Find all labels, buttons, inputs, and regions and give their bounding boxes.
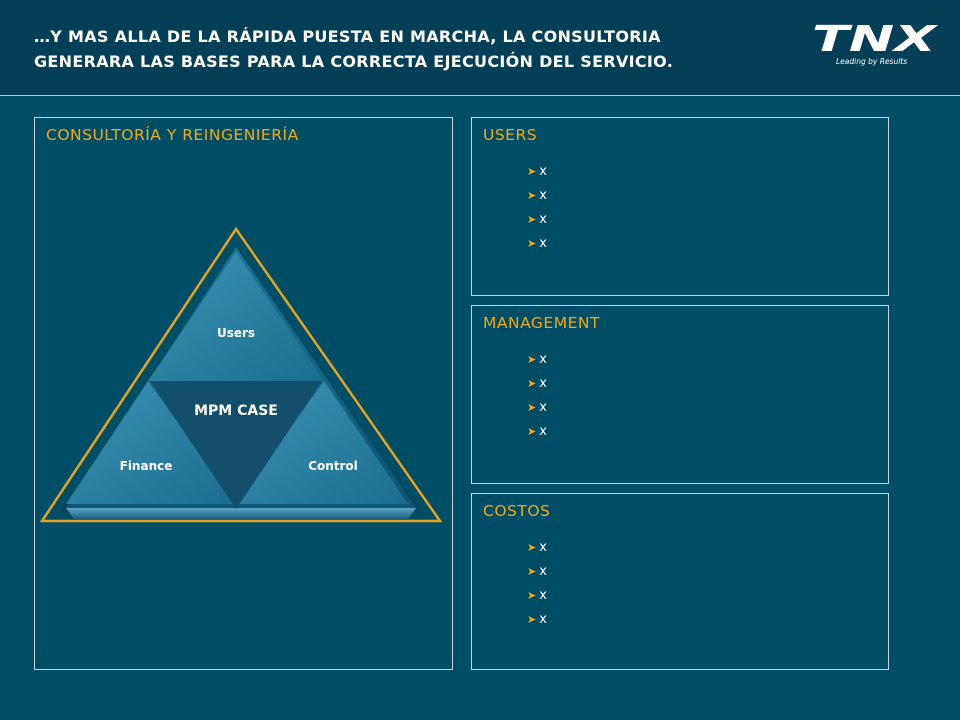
users-title: USERS (483, 126, 538, 144)
right-arrow-bullet-icon: ➤ (527, 541, 537, 554)
list-item-text: x (539, 236, 547, 251)
finance-label: Finance (119, 459, 173, 473)
list-item (527, 232, 547, 256)
list-item (527, 372, 547, 396)
logo-tagline: Leading by Results (836, 57, 908, 66)
right-arrow-bullet-icon: ➤ (527, 377, 537, 390)
list-item (527, 608, 547, 632)
list-item-text: x (539, 400, 547, 415)
list-item-text: x (539, 212, 547, 227)
costos-panel (471, 493, 889, 670)
management-list (527, 348, 547, 444)
users-list (527, 160, 547, 256)
list-item (527, 208, 547, 232)
users-label: Users (216, 326, 256, 340)
right-arrow-bullet-icon: ➤ (527, 353, 537, 366)
list-item (527, 420, 547, 444)
right-arrow-bullet-icon: ➤ (527, 613, 537, 626)
right-arrow-bullet-icon: ➤ (527, 165, 537, 178)
right-arrow-bullet-icon: ➤ (527, 213, 537, 226)
mpm-triangle-diagram (36, 225, 446, 527)
right-arrow-bullet-icon: ➤ (527, 237, 537, 250)
list-item-text: x (539, 164, 547, 179)
logo-text: TNX (812, 20, 940, 60)
right-arrow-bullet-icon: ➤ (527, 589, 537, 602)
right-arrow-bullet-icon: ➤ (527, 565, 537, 578)
list-item-text: x (539, 352, 547, 367)
list-item-text: x (539, 540, 547, 555)
management-title: MANAGEMENT (483, 314, 600, 332)
right-arrow-bullet-icon: ➤ (527, 401, 537, 414)
list-item (527, 396, 547, 420)
management-panel (471, 305, 889, 484)
list-item (527, 560, 547, 584)
list-item-text: x (539, 564, 547, 579)
headline-line-1: …Y MAS ALLA DE LA RÁPIDA PUESTA EN MARCHA, LA CONSULTORIA (34, 27, 661, 46)
right-arrow-bullet-icon: ➤ (527, 425, 537, 438)
control-label: Control (308, 459, 358, 473)
mpm-case-label: MPM CASE (194, 403, 278, 419)
consulting-title: CONSULTORÍA Y REINGENIERÍA (46, 126, 299, 144)
costos-list (527, 536, 547, 632)
list-item (527, 536, 547, 560)
costos-title: COSTOS (483, 502, 551, 520)
page-headline (34, 24, 754, 74)
list-item-text: x (539, 612, 547, 627)
triangle-base-bevel (66, 508, 416, 519)
headline-line-2: GENERARA LAS BASES PARA LA CORRECTA EJECUCIÓN DEL SERVICIO. (34, 52, 674, 71)
list-item (527, 348, 547, 372)
list-item (527, 184, 547, 208)
list-item-text: x (539, 188, 547, 203)
list-item-text: x (539, 588, 547, 603)
list-item (527, 584, 547, 608)
right-arrow-bullet-icon: ➤ (527, 189, 537, 202)
list-item (527, 160, 547, 184)
list-item-text: x (539, 424, 547, 439)
list-item-text: x (539, 376, 547, 391)
header-bar (0, 0, 960, 96)
users-panel (471, 117, 889, 296)
tnx-logo (808, 20, 944, 70)
